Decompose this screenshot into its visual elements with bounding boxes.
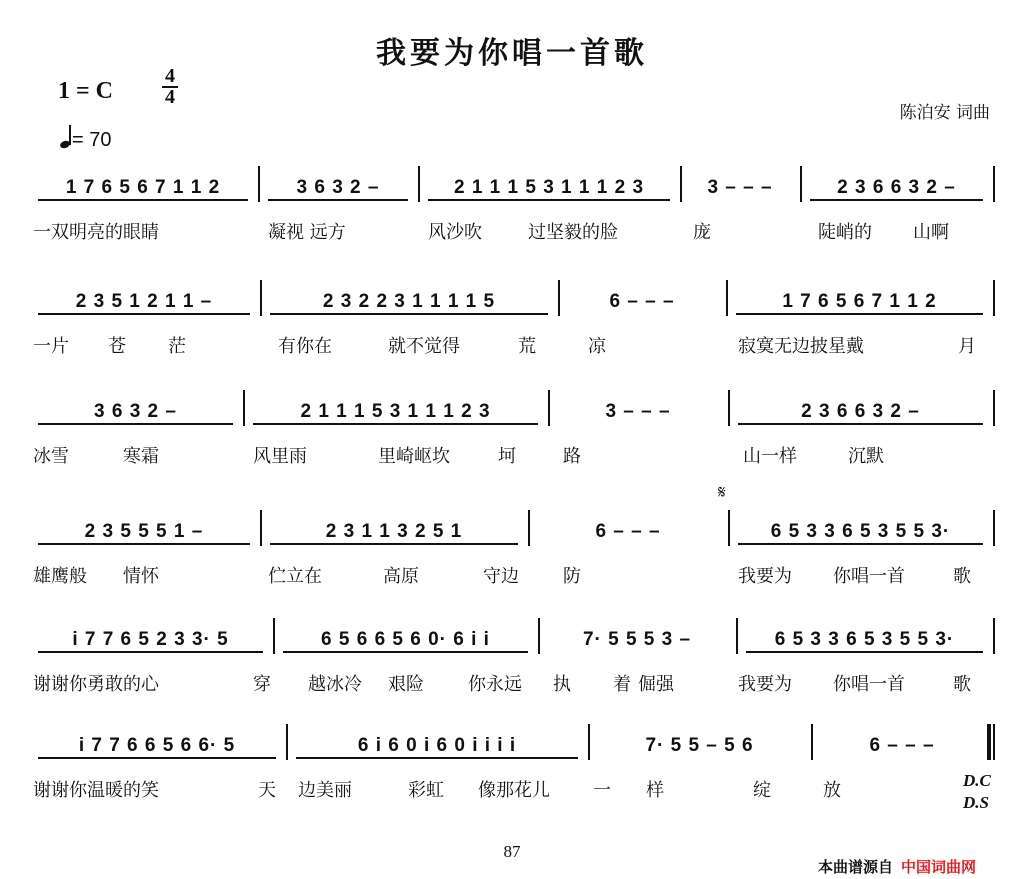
measure-notes: 2 3 2 2 3 1 1 1 1 5: [322, 291, 496, 312]
beam-underline: [38, 313, 250, 315]
lyric-text: 就不觉得: [388, 336, 460, 357]
measure-notes: 6 – – –: [609, 291, 675, 312]
lyrics-row: [28, 218, 998, 244]
measure-notes: 1 7 6 5 6 7 1 1 2: [782, 291, 937, 312]
measure-notes: 6 – – –: [595, 521, 661, 542]
time-signature: [162, 65, 178, 108]
measure-notes: 2 3 1 1 3 2 5 1: [325, 521, 463, 542]
lyric-text: 山一样: [743, 446, 797, 467]
measure: [262, 516, 526, 548]
lyric-text: 歌: [953, 566, 971, 587]
measure-notes: 6 5 6 6 5 6 0· 6 i i: [321, 629, 490, 650]
measure-notes: 2 1 1 1 5 3 1 1 1 2 3: [453, 177, 645, 198]
measure: [30, 516, 258, 548]
lyric-text: 谢谢你温暖的笑: [33, 780, 159, 801]
measure-notes: 1 7 6 5 6 7 1 1 2: [65, 177, 221, 198]
barline: [993, 724, 995, 760]
measure: [738, 624, 991, 656]
measure-notes: i 7 7 6 5 2 3 3· 5: [72, 629, 229, 650]
beam-underline: [268, 199, 408, 201]
lyric-text: 风沙吹: [428, 222, 482, 243]
notes-row: [28, 730, 998, 762]
lyric-text: 你唱一首: [833, 674, 905, 695]
measure-notes: 2 3 5 1 2 1 1 –: [75, 291, 213, 312]
measure-notes: 2 3 6 6 3 2 –: [837, 177, 956, 198]
measure-notes: 6 5 3 3 6 5 3 5 5 3·: [774, 629, 955, 650]
lyric-text: 你唱一首: [833, 566, 905, 587]
lyric-text: 像那花儿: [478, 780, 550, 801]
beam-underline: [38, 651, 263, 653]
beam-underline: [38, 199, 248, 201]
lyrics-row: [28, 776, 998, 802]
barline: [993, 510, 995, 546]
measure-notes: 2 3 6 6 3 2 –: [801, 401, 920, 422]
measure: [590, 730, 809, 762]
tempo-value: = 70: [72, 129, 112, 151]
beam-underline: [38, 423, 233, 425]
measure: [275, 624, 536, 656]
beam-underline: [738, 423, 983, 425]
lyric-text: 山啊: [913, 222, 949, 243]
lyric-text: 过坚毅的脸: [528, 222, 618, 243]
lyric-text: 一双明亮的眼睛: [33, 222, 159, 243]
measure: [530, 516, 726, 548]
lyric-text: 谢谢你勇敢的心: [33, 674, 159, 695]
beam-underline: [270, 313, 548, 315]
time-signature-top: 4: [165, 65, 175, 87]
notes-row: [28, 172, 998, 204]
lyrics-row: [28, 442, 998, 468]
measure: [245, 396, 546, 428]
measure: [560, 286, 724, 318]
lyric-text: 一: [593, 780, 611, 801]
measure: [540, 624, 734, 656]
lyrics-row: [28, 670, 998, 696]
lyric-text: 着: [613, 674, 631, 695]
lyric-text: 伫立在: [268, 566, 322, 587]
lyrics-row: [28, 332, 998, 358]
lyric-text: 荒: [518, 336, 536, 357]
beam-underline: [38, 543, 250, 545]
lyric-text: 情怀: [123, 566, 159, 587]
song-title: 我要为你唱一首歌: [376, 36, 648, 71]
lyric-text: 彩虹: [408, 780, 444, 801]
lyric-text: 歌: [953, 674, 971, 695]
measure-notes: 3 6 3 2 –: [94, 401, 177, 422]
notes-row: [28, 396, 998, 428]
measure-notes: i 7 7 6 6 5 6 6· 5: [78, 735, 236, 756]
barline: [993, 618, 995, 654]
lyric-text: 边美丽: [298, 780, 352, 801]
lyric-text: 倔强: [638, 674, 674, 695]
lyric-text: 凝视 远方: [268, 222, 346, 243]
lyric-text: 陡峭的: [818, 222, 872, 243]
lyric-text: 苍: [108, 336, 126, 357]
lyric-text: 我要为: [738, 674, 792, 695]
page-number: 87: [503, 842, 521, 861]
lyric-text: 高原: [383, 566, 419, 587]
measure-notes: 7· 5 5 5 3 –: [582, 629, 692, 650]
lyric-text: 一片: [33, 336, 69, 357]
lyric-text: 路: [563, 446, 581, 467]
beam-underline: [746, 651, 983, 653]
lyric-text: 寒霜: [123, 446, 159, 467]
measure: [682, 172, 798, 204]
segno-sign: 𝄋: [718, 482, 726, 503]
source-label: 本曲谱源自: [818, 858, 894, 876]
beam-underline: [810, 199, 983, 201]
notes-row: [28, 624, 998, 656]
lyric-text: 绽: [753, 780, 771, 801]
lyric-text: 坷: [498, 446, 516, 467]
lyric-text: 守边: [483, 566, 519, 587]
source-brand: 中国词曲网: [901, 858, 977, 876]
lyric-text: 样: [646, 780, 664, 801]
tempo-marking: [60, 124, 111, 152]
lyric-text: 沉默: [848, 446, 884, 467]
lyric-text: 执: [553, 674, 571, 695]
measure: [30, 172, 256, 204]
lyric-text: 你永远: [468, 674, 522, 695]
measure: [730, 516, 991, 548]
source-credit: [818, 856, 976, 877]
measure: [30, 396, 241, 428]
lyric-text: 凉: [588, 336, 606, 357]
measure: [728, 286, 991, 318]
lyric-text: 天: [258, 780, 276, 801]
lyric-text: 雄鹰般: [33, 566, 87, 587]
lyrics-row: [28, 562, 998, 588]
notes-row: [28, 286, 998, 318]
time-signature-bottom: 4: [165, 86, 175, 108]
lyric-text: 庞: [693, 222, 711, 243]
measure-notes: 6 i 6 0 i 6 0 i i i i: [357, 735, 517, 756]
measure: [730, 396, 991, 428]
measure: [30, 286, 258, 318]
measure: [550, 396, 726, 428]
beam-underline: [270, 543, 518, 545]
lyric-text: 我要为: [738, 566, 792, 587]
lyric-text: 寂寞无边披星戴: [738, 336, 864, 357]
beam-underline: [283, 651, 528, 653]
lyric-text: 艰险: [388, 674, 424, 695]
lyric-text: 防: [563, 566, 581, 587]
lyric-text: 风里雨: [253, 446, 307, 467]
composer-credit: 陈泊安 词曲: [899, 103, 990, 123]
measure: [813, 730, 991, 762]
measure: [802, 172, 991, 204]
lyric-text: 冰雪: [33, 446, 69, 467]
measure: [260, 172, 416, 204]
beam-underline: [253, 423, 538, 425]
lyric-text: 越冰冷: [308, 674, 362, 695]
measure: [30, 730, 284, 762]
barline: [993, 280, 995, 316]
beam-underline: [428, 199, 670, 201]
lyric-text: 茫: [168, 336, 186, 357]
ds-mark: D.S: [963, 793, 989, 812]
measure-notes: 6 5 3 3 6 5 3 5 5 3·: [770, 521, 951, 542]
lyric-text: 放: [823, 780, 841, 801]
lyric-text: 穿: [253, 674, 271, 695]
measure: [262, 286, 556, 318]
measure-notes: 3 – – –: [605, 401, 671, 422]
dc-mark: D.C: [963, 771, 991, 790]
barline: [993, 166, 995, 202]
measure-notes: 3 6 3 2 –: [296, 177, 380, 198]
barline: [993, 390, 995, 426]
measure: [30, 624, 271, 656]
lyric-text: 月: [958, 336, 976, 357]
measure-notes: 2 3 5 5 5 1 –: [84, 521, 204, 542]
beam-underline: [296, 757, 578, 759]
measure: [420, 172, 678, 204]
beam-underline: [736, 313, 983, 315]
lyric-text: 里崎岖坎: [378, 446, 450, 467]
beam-underline: [38, 757, 276, 759]
measure-notes: 3 – – –: [707, 177, 773, 198]
measure: [288, 730, 586, 762]
lyric-text: 有你在: [278, 336, 332, 357]
quarter-note-icon: [60, 124, 72, 148]
measure-notes: 2 1 1 1 5 3 1 1 1 2 3: [300, 401, 491, 422]
notes-row: [28, 516, 998, 548]
measure-notes: 6 – – –: [869, 735, 935, 756]
measure-notes: 7· 5 5 – 5 6: [645, 735, 754, 756]
key-signature: 1 = C: [58, 78, 114, 104]
beam-underline: [738, 543, 983, 545]
repeat-instructions: [963, 770, 991, 814]
